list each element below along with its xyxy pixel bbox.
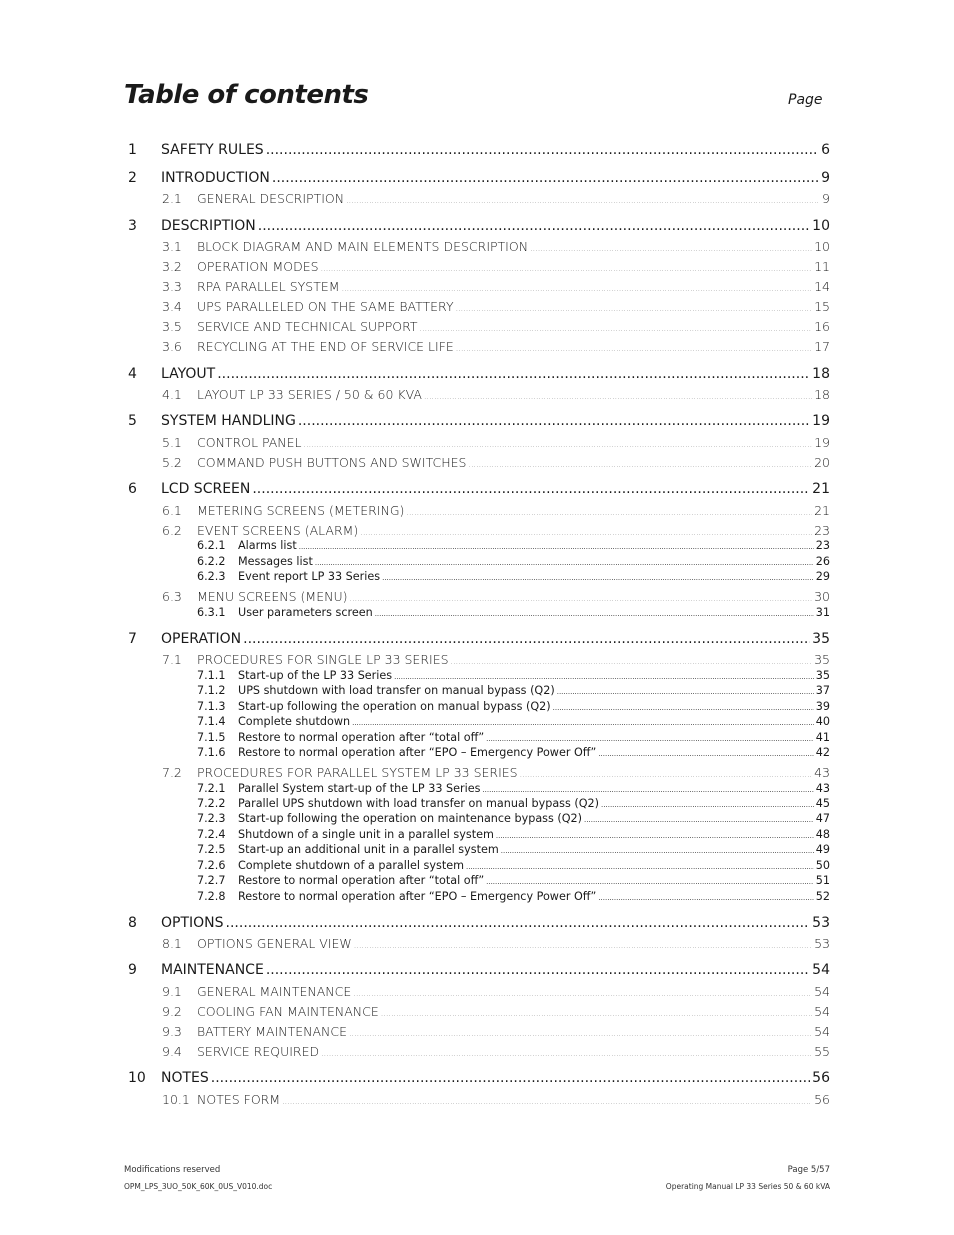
- toc-entry-line: [238, 843, 830, 856]
- toc-entry-line: [238, 570, 830, 583]
- toc-entry-title: Parallel UPS shutdown with load transfer on manual bypass (Q2): [238, 797, 600, 810]
- dot-leader: [466, 863, 814, 871]
- toc-entry-line: [197, 1004, 830, 1019]
- toc-entry-page: 10: [814, 239, 830, 254]
- toc-entry-title: LAYOUT: [161, 366, 216, 382]
- toc-entry-number: 6.2.1: [197, 539, 226, 552]
- toc-entry-number: 7.1: [162, 652, 182, 667]
- toc-entry-number: 7.1.5: [197, 731, 226, 744]
- dot-leader: [226, 915, 811, 931]
- dot-leader: [501, 847, 814, 855]
- toc-entry-page: 21: [812, 481, 830, 497]
- toc-entry-page: 14: [814, 279, 830, 294]
- toc-entry-page: 53: [814, 936, 830, 951]
- toc-entry-number: 8: [128, 915, 137, 931]
- toc-entry-line: [238, 828, 830, 841]
- toc-entry-line: [197, 523, 830, 538]
- toc-entry-number: 4: [128, 366, 137, 382]
- dot-leader: [456, 304, 813, 313]
- toc-entry-title: PROCEDURES FOR SINGLE LP 33 SERIES: [197, 652, 449, 667]
- toc-entry-title: Start-up of the LP 33 Series: [238, 669, 393, 682]
- toc-entry-title: Complete shutdown of a parallel system: [238, 859, 464, 872]
- toc-entry-title: METERING SCREENS (METERING): [197, 503, 405, 518]
- toc-entry-line: [238, 684, 830, 697]
- toc-entry-number: 6.1: [162, 503, 182, 518]
- toc-entry-line: [197, 765, 830, 780]
- toc-entry-page: 47: [815, 812, 830, 825]
- toc-entry-number: 6.2.2: [197, 555, 226, 568]
- dot-leader: [486, 735, 814, 743]
- toc-entry-line: [238, 890, 830, 903]
- dot-leader: [394, 673, 814, 681]
- toc-entry-number: 7.2.2: [197, 797, 226, 810]
- toc-entry-number: 4.1: [162, 387, 182, 402]
- dot-leader: [382, 574, 814, 582]
- toc-entry-page: 41: [815, 731, 830, 744]
- toc-entry-title: Start-up following the operation on maintenance bypass (Q2): [238, 812, 583, 825]
- toc-entry-number: 9: [128, 962, 137, 978]
- toc-entry-line: [238, 715, 830, 728]
- toc-entry-title: Event report LP 33 Series: [238, 570, 381, 583]
- toc-entry-number: 10: [128, 1070, 146, 1086]
- toc-entry-line: [161, 142, 830, 158]
- toc-entry-number: 9.2: [162, 1004, 182, 1019]
- toc-entry-number: 3: [128, 218, 137, 234]
- toc-entry-page: 35: [814, 652, 830, 667]
- toc-entry-page: 10: [812, 218, 830, 234]
- dot-leader: [468, 460, 812, 469]
- toc-entry-number: 7.2.4: [197, 828, 226, 841]
- toc-entry-title: COOLING FAN MAINTENANCE: [197, 1004, 379, 1019]
- toc-entry-line: [197, 936, 830, 951]
- toc-entry-number: 6.2.3: [197, 570, 226, 583]
- toc-entry-title: Shutdown of a single unit in a parallel system: [238, 828, 494, 841]
- toc-entry-page: 39: [815, 700, 830, 713]
- dot-leader: [420, 324, 813, 333]
- dot-leader: [496, 832, 814, 840]
- toc-entry-page: 30: [814, 589, 830, 604]
- toc-entry-line: [161, 962, 830, 978]
- toc-entry-title: Alarms list: [238, 539, 297, 552]
- toc-entry-title: SERVICE REQUIRED: [197, 1044, 320, 1059]
- toc-entry-line: [238, 874, 830, 887]
- toc-entry-title: Start-up an additional unit in a parallel system: [238, 843, 499, 856]
- toc-entry-number: 6.3: [162, 589, 182, 604]
- toc-entry-page: 48: [815, 828, 830, 841]
- toc-entry-number: 9.4: [162, 1044, 182, 1059]
- dot-leader: [258, 218, 810, 234]
- dot-leader: [353, 989, 812, 998]
- toc-entry-number: 9.1: [162, 984, 182, 999]
- toc-entry-page: 21: [814, 503, 830, 518]
- toc-entry-title: GENERAL DESCRIPTION: [197, 191, 345, 206]
- toc-entry-page: 6: [821, 142, 830, 158]
- dot-leader: [243, 631, 810, 647]
- dot-leader: [252, 481, 810, 497]
- toc-entry-line: [238, 782, 830, 795]
- toc-entry-title: DESCRIPTION: [161, 218, 256, 234]
- dot-leader: [598, 894, 813, 902]
- page-title: Table of contents: [124, 80, 369, 110]
- toc-entry-title: BLOCK DIAGRAM AND MAIN ELEMENTS DESCRIPTION: [197, 239, 529, 254]
- toc-entry-title: Messages list: [238, 555, 313, 568]
- toc-entry-title: PROCEDURES FOR PARALLEL SYSTEM LP 33 SERIES: [197, 765, 518, 780]
- toc-entry-line: [161, 1070, 830, 1086]
- toc-entry-line: [197, 259, 830, 274]
- toc-entry-title: LAYOUT LP 33 SERIES / 50 & 60 KVA: [197, 387, 422, 402]
- toc-entry-number: 7.1.6: [197, 746, 226, 759]
- toc-entry-number: 7.2.8: [197, 890, 226, 903]
- toc-entry-line: [161, 170, 830, 186]
- toc-entry-number: 7.2.5: [197, 843, 226, 856]
- toc-entry-page: 50: [815, 859, 830, 872]
- toc-entry-line: [238, 731, 830, 744]
- toc-entry-title: MENU SCREENS (MENU): [197, 589, 348, 604]
- toc-entry-page: 9: [821, 170, 830, 186]
- toc-entry-line: [197, 387, 830, 402]
- dot-leader: [451, 657, 813, 666]
- toc-entry-page: 17: [814, 339, 830, 354]
- toc-entry-page: 26: [815, 555, 830, 568]
- toc-entry-line: [161, 631, 830, 647]
- dot-leader: [321, 1049, 812, 1058]
- toc-entry-line: [197, 1044, 830, 1059]
- toc-entry-page: 9: [822, 191, 830, 206]
- toc-entry-line: [197, 339, 830, 354]
- toc-entry-page: 23: [815, 539, 830, 552]
- toc-entry-page: 18: [814, 387, 830, 402]
- toc-entry-number: 3.3: [162, 279, 182, 294]
- toc-entry-line: [238, 859, 830, 872]
- toc-entry-page: 55: [814, 1044, 830, 1059]
- dot-leader: [321, 264, 812, 273]
- footer-filename: OPM_LPS_3UO_50K_60K_0US_V010.doc: [124, 1182, 273, 1191]
- dot-leader: [346, 196, 820, 205]
- toc-entry-page: 43: [815, 782, 830, 795]
- dot-leader: [217, 366, 810, 382]
- dot-leader: [352, 719, 814, 727]
- toc-entry-title: Restore to normal operation after “EPO – Emergency Power Off”: [238, 746, 597, 759]
- toc-entry-line: [197, 1024, 830, 1039]
- toc-entry-line: [238, 606, 830, 619]
- toc-entry-title: OPTIONS: [161, 915, 224, 931]
- dot-leader: [456, 344, 812, 353]
- footer-manual-title: Operating Manual LP 33 Series 50 & 60 kVA: [665, 1182, 830, 1191]
- toc-entry-line: [197, 239, 830, 254]
- toc-entry-number: 2.1: [162, 191, 182, 206]
- toc-entry-title: Parallel System start-up of the LP 33 Series: [238, 782, 481, 795]
- dot-leader: [598, 750, 813, 758]
- toc-entry-title: BATTERY MAINTENANCE: [197, 1024, 347, 1039]
- toc-entry-number: 5.1: [162, 435, 182, 450]
- dot-leader: [482, 786, 813, 794]
- dot-leader: [299, 543, 814, 551]
- toc-entry-number: 5: [128, 413, 137, 429]
- toc-entry-line: [197, 503, 830, 518]
- dot-leader: [298, 413, 810, 429]
- toc-entry-line: [197, 191, 830, 206]
- toc-entry-page: 29: [815, 570, 830, 583]
- toc-entry-line: [161, 915, 830, 931]
- toc-entry-page: 40: [815, 715, 830, 728]
- toc-entry-title: RECYCLING AT THE END OF SERVICE LIFE: [197, 339, 454, 354]
- toc-entry-title: LCD SCREEN: [161, 481, 251, 497]
- toc-entry-number: 6.3.1: [197, 606, 226, 619]
- toc-entry-page: 42: [815, 746, 830, 759]
- toc-entry-title: Start-up following the operation on manual bypass (Q2): [238, 700, 551, 713]
- toc-entry-line: [197, 1092, 830, 1107]
- toc-entry-page: 35: [812, 631, 830, 647]
- toc-entry-line: [197, 279, 830, 294]
- toc-entry-number: 6.2: [162, 523, 182, 538]
- dot-leader: [350, 594, 813, 603]
- toc-entry-line: [238, 746, 830, 759]
- toc-entry-title: Restore to normal operation after “total off”: [238, 874, 485, 887]
- toc-entry-number: 3.5: [162, 319, 182, 334]
- toc-entry-title: GENERAL MAINTENANCE: [197, 984, 352, 999]
- toc-entry-line: [161, 366, 830, 382]
- toc-entry-title: SAFETY RULES: [161, 142, 264, 158]
- toc-entry-page: 19: [814, 435, 830, 450]
- dot-leader: [349, 1029, 812, 1038]
- dot-leader: [354, 941, 812, 950]
- dot-leader: [557, 688, 814, 696]
- dot-leader: [375, 610, 814, 618]
- toc-entry-line: [197, 984, 830, 999]
- dot-leader: [282, 1097, 812, 1106]
- toc-entry-title: Restore to normal operation after “EPO – Emergency Power Off”: [238, 890, 597, 903]
- toc-entry-number: 7.2.7: [197, 874, 226, 887]
- toc-entry-line: [238, 555, 830, 568]
- toc-entry-number: 3.1: [162, 239, 182, 254]
- toc-entry-number: 3.6: [162, 339, 182, 354]
- toc-entry-page: 53: [812, 915, 830, 931]
- toc-entry-page: 56: [812, 1070, 830, 1086]
- toc-entry-title: CONTROL PANEL: [197, 435, 302, 450]
- toc-entry-page: 31: [815, 606, 830, 619]
- toc-entry-number: 5.2: [162, 455, 182, 470]
- footer-modifications: Modifications reserved: [124, 1165, 221, 1175]
- dot-leader: [304, 440, 813, 449]
- toc-entry-number: 7.2.6: [197, 859, 226, 872]
- toc-entry-number: 7.1.1: [197, 669, 226, 682]
- dot-leader: [266, 142, 819, 158]
- toc-entry-page: 54: [814, 984, 830, 999]
- toc-entry-line: [161, 413, 830, 429]
- toc-entry-line: [197, 299, 830, 314]
- dot-leader: [520, 770, 812, 779]
- toc-entry-page: 49: [815, 843, 830, 856]
- toc-entry-title: NOTES: [161, 1070, 209, 1086]
- toc-entry-page: 16: [814, 319, 830, 334]
- toc-entry-page: 51: [815, 874, 830, 887]
- toc-entry-title: EVENT SCREENS (ALARM): [197, 523, 359, 538]
- toc-entry-number: 2: [128, 170, 137, 186]
- toc-entry-page: 19: [812, 413, 830, 429]
- dot-leader: [342, 284, 813, 293]
- toc-entry-number: 7.2: [162, 765, 182, 780]
- toc-entry-number: 1: [128, 142, 137, 158]
- dot-leader: [381, 1009, 812, 1018]
- toc-entry-page: 23: [814, 523, 830, 538]
- dot-leader: [553, 704, 814, 712]
- toc-entry-number: 7.2.3: [197, 812, 226, 825]
- toc-entry-page: 35: [815, 669, 830, 682]
- dot-leader: [272, 170, 819, 186]
- toc-entry-number: 7.1.2: [197, 684, 226, 697]
- toc-entry-line: [238, 797, 830, 810]
- toc-entry-number: 7.1.4: [197, 715, 226, 728]
- dot-leader: [424, 392, 812, 401]
- toc-entry-line: [238, 812, 830, 825]
- dot-leader: [360, 528, 812, 537]
- toc-entry-title: User parameters screen: [238, 606, 373, 619]
- toc-entry-line: [238, 669, 830, 682]
- toc-entry-title: NOTES FORM: [197, 1092, 281, 1107]
- dot-leader: [530, 244, 812, 253]
- toc-entry-line: [161, 481, 830, 497]
- toc-entry-number: 3.4: [162, 299, 182, 314]
- toc-entry-page: 54: [814, 1004, 830, 1019]
- toc-entry-title: UPS PARALLELED ON THE SAME BATTERY: [197, 299, 454, 314]
- dot-leader: [601, 801, 814, 809]
- toc-entry-number: 8.1: [162, 936, 182, 951]
- toc-entry-title: SYSTEM HANDLING: [161, 413, 296, 429]
- toc-entry-line: [197, 455, 830, 470]
- toc-entry-line: [238, 539, 830, 552]
- toc-entry-title: COMMAND PUSH BUTTONS AND SWITCHES: [197, 455, 467, 470]
- dot-leader: [211, 1070, 810, 1086]
- toc-entry-page: 18: [812, 366, 830, 382]
- toc-entry-page: 52: [815, 890, 830, 903]
- toc-entry-page: 37: [815, 684, 830, 697]
- toc-entry-page: 54: [812, 962, 830, 978]
- toc-entry-title: OPTIONS GENERAL VIEW: [197, 936, 352, 951]
- dot-leader: [406, 508, 812, 517]
- toc-entry-title: Complete shutdown: [238, 715, 351, 728]
- toc-entry-line: [238, 700, 830, 713]
- dot-leader: [486, 878, 814, 886]
- toc-entry-page: 56: [814, 1092, 830, 1107]
- footer-page-number: Page 5/57: [787, 1165, 830, 1175]
- toc-entry-page: 45: [815, 797, 830, 810]
- toc-entry-number: 3.2: [162, 259, 182, 274]
- toc-entry-page: 20: [814, 455, 830, 470]
- toc-entry-title: RPA PARALLEL SYSTEM: [197, 279, 340, 294]
- toc-entry-title: Restore to normal operation after “total off”: [238, 731, 485, 744]
- toc-entry-number: 7: [128, 631, 137, 647]
- toc-entry-number: 9.3: [162, 1024, 182, 1039]
- toc-entry-title: OPERATION MODES: [197, 259, 319, 274]
- dot-leader: [266, 962, 810, 978]
- toc-entry-number: 7.2.1: [197, 782, 226, 795]
- toc-entry-page: 54: [814, 1024, 830, 1039]
- toc-entry-line: [197, 319, 830, 334]
- toc-entry-line: [161, 218, 830, 234]
- dot-leader: [315, 559, 814, 567]
- toc-entry-number: 7.1.3: [197, 700, 226, 713]
- toc-entry-page: 43: [814, 765, 830, 780]
- dot-leader: [584, 816, 814, 824]
- toc-entry-title: OPERATION: [161, 631, 242, 647]
- page-column-label: Page: [788, 92, 823, 108]
- toc-entry-title: MAINTENANCE: [161, 962, 264, 978]
- toc-entry-line: [197, 589, 830, 604]
- toc-entry-page: 11: [814, 259, 830, 274]
- toc-entry-page: 15: [814, 299, 830, 314]
- toc-entry-number: 10.1: [162, 1092, 190, 1107]
- toc-entry-number: 6: [128, 481, 137, 497]
- toc-entry-line: [197, 435, 830, 450]
- toc-entry-line: [197, 652, 830, 667]
- toc-entry-title: INTRODUCTION: [161, 170, 270, 186]
- toc-entry-title: UPS shutdown with load transfer on manual bypass (Q2): [238, 684, 555, 697]
- toc-entry-title: SERVICE AND TECHNICAL SUPPORT: [197, 319, 418, 334]
